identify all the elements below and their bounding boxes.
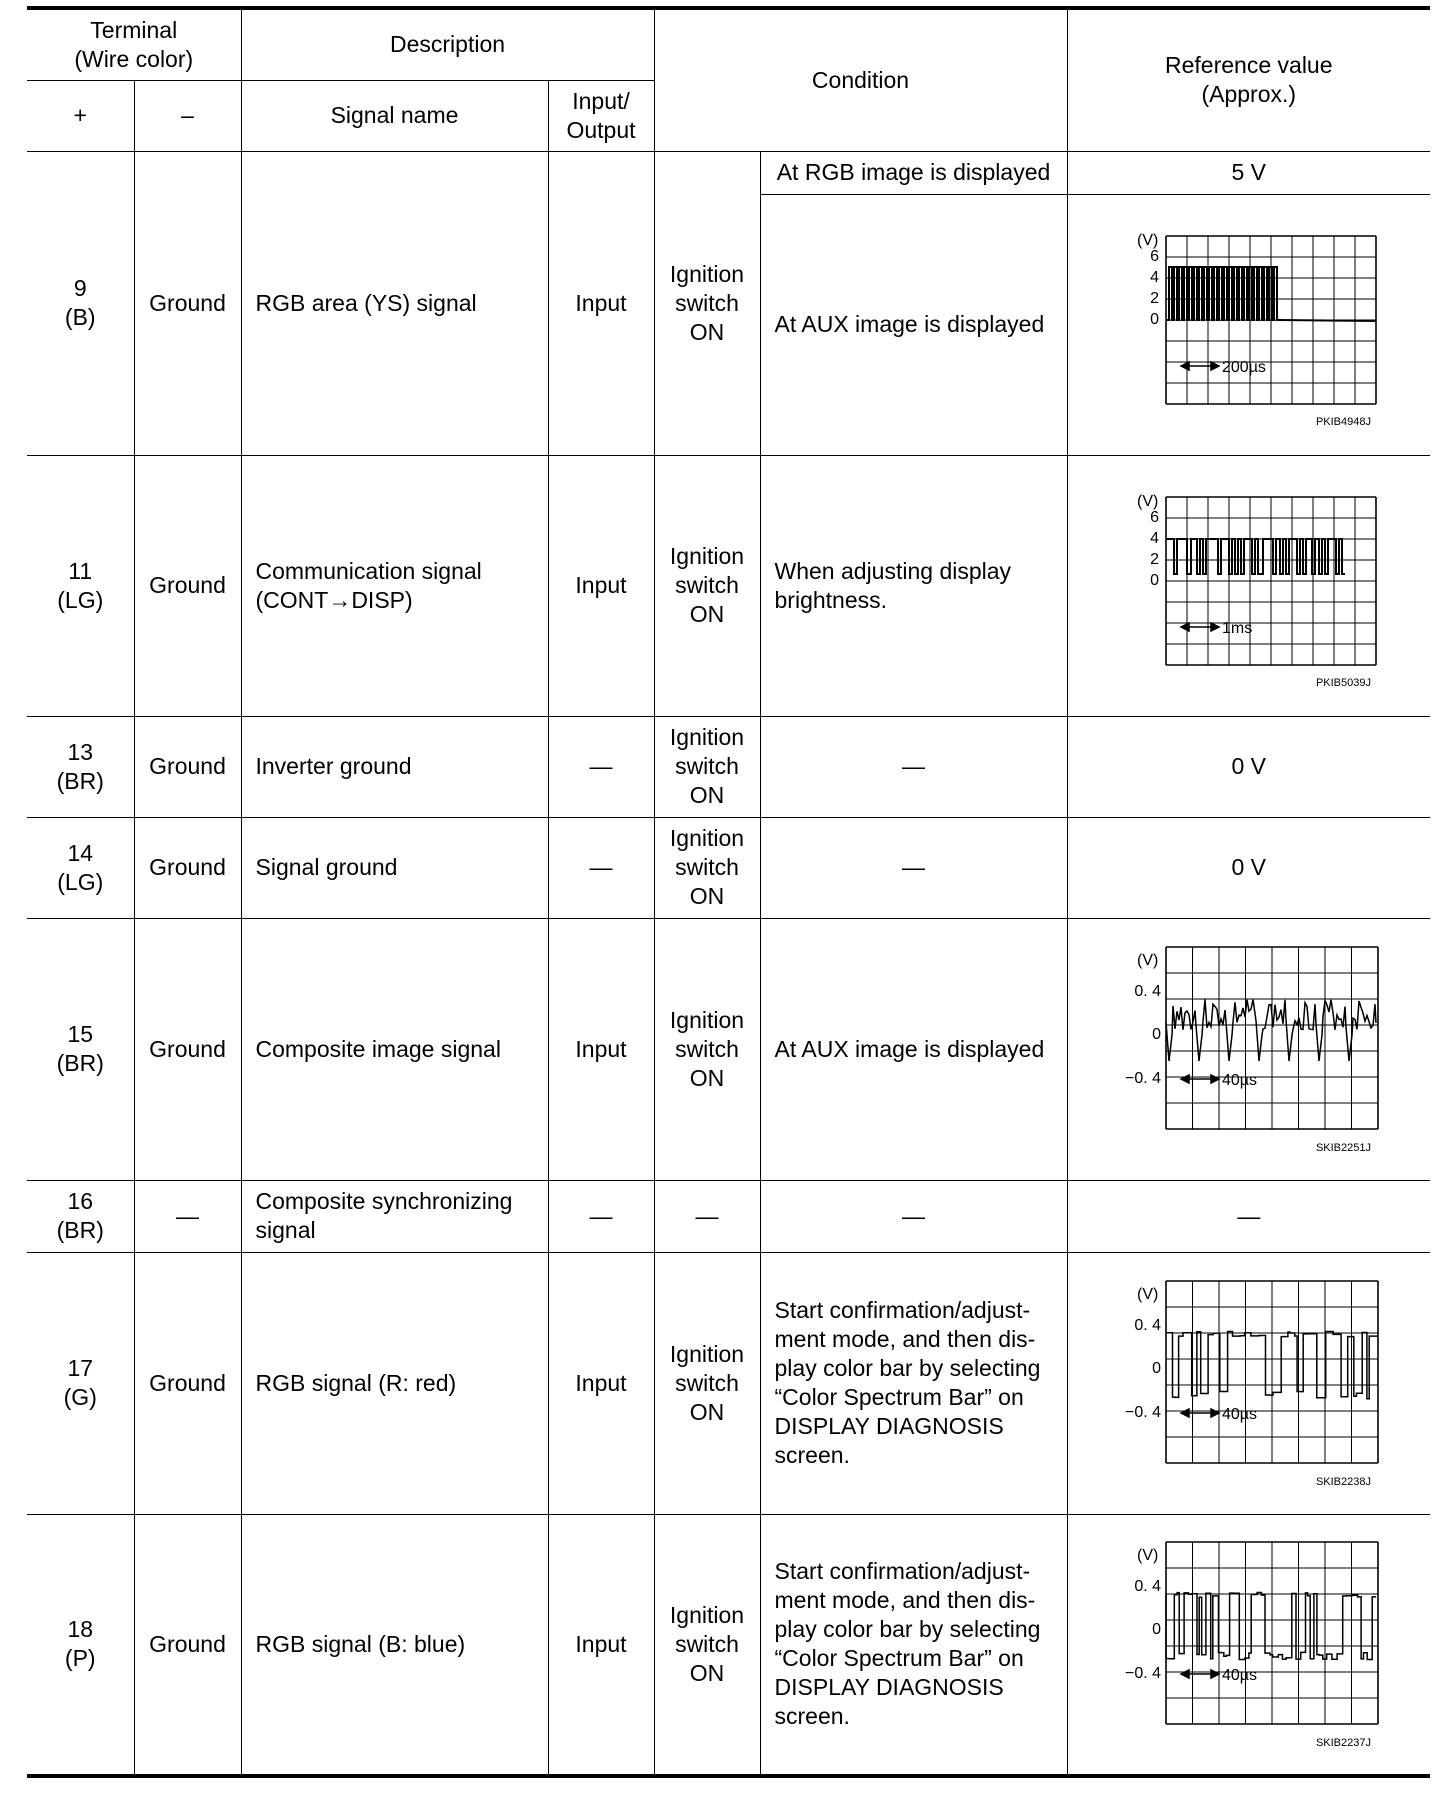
wave-tick: 0 [1151,1026,1161,1043]
table-row [27,716,1430,817]
ground-cell: Ground [134,1514,241,1776]
table-row [27,151,1430,194]
waveform-15 [1119,939,1379,1159]
waveform-9 [1119,215,1379,435]
wave-tick: 0 [1151,1360,1161,1377]
wave-tick: 0 [1149,310,1159,328]
terminal-cell: 17 (G) [27,1252,134,1514]
terminal-reference-table [27,6,1430,1778]
ground-cell: Ground [134,1252,241,1514]
ground-cell: Ground [134,716,241,817]
signal-name-cell: RGB area (YS) signal [241,151,548,455]
signal-name-cell: Composite image signal [241,918,548,1180]
reference-cell [1067,918,1430,1180]
terminal-cell: 15 (BR) [27,918,134,1180]
wave-tick: 2 [1149,550,1159,568]
table-row [27,455,1430,716]
wave-unit: (V) [1136,492,1159,510]
io-cell: — [548,716,654,817]
waveform-17 [1119,1273,1379,1493]
ground-cell: Ground [134,918,241,1180]
reference-cell [1067,194,1430,455]
condition-cell: At RGB image is displayed [760,151,1067,194]
table-row [27,918,1430,1180]
waveform-11 [1119,476,1379,696]
wave-tick: 6 [1149,247,1159,265]
switch-cell: — [654,1180,760,1252]
terminal-cell: 16 (BR) [27,1180,134,1252]
signal-name-cell: Inverter ground [241,716,548,817]
ground-cell: Ground [134,151,241,455]
wave-tick: 0 [1149,571,1159,589]
waveform-18 [1119,1534,1379,1754]
ground-cell: — [134,1180,241,1252]
wave-unit: (V) [1136,231,1159,249]
wave-timebase: 40µs [1221,1072,1257,1089]
switch-cell: Ignition switch ON [654,918,760,1180]
io-cell: — [548,1180,654,1252]
io-header: Input/ Output [548,80,654,151]
signal-name-cell: Signal ground [241,817,548,918]
wave-unit: (V) [1136,1547,1159,1565]
condition-cell: — [760,716,1067,817]
reference-cell [1067,1252,1430,1514]
io-cell: — [548,817,654,918]
wave-unit: (V) [1136,1286,1159,1303]
switch-cell: Ignition switch ON [654,817,760,918]
reference-cell: 5 V [1067,151,1430,194]
io-cell: Input [548,1252,654,1514]
wave-figure-code: PKIB4948J [1315,415,1371,428]
ground-cell: Ground [134,455,241,716]
ground-cell: Ground [134,817,241,918]
switch-cell: Ignition switch ON [654,716,760,817]
wave-tick: 0. 4 [1134,1578,1161,1596]
wave-tick: 0 [1151,1621,1161,1639]
signal-name-cell: RGB signal (B: blue) [241,1514,548,1776]
wave-tick: 0. 4 [1134,983,1161,1000]
io-cell: Input [548,151,654,455]
wave-tick: 2 [1149,289,1159,307]
condition-cell: Start confirmation/adjust- ment mode, and then dis- play color bar by selecting “Color Spectrum Bar” on DISPLAY DIAGNOSIS screen. [760,1252,1067,1514]
wave-tick: 0. 4 [1134,1317,1161,1334]
io-cell: Input [548,455,654,716]
wave-tick: 4 [1149,529,1159,547]
table-row [27,1514,1430,1776]
wave-tick: 6 [1149,508,1159,526]
wave-timebase: 1ms [1221,619,1252,637]
table-row [27,817,1430,918]
condition-cell: Start confirmation/adjust- ment mode, and then dis- play color bar by selecting “Color Spectrum Bar” on DISPLAY DIAGNOSIS screen. [760,1514,1067,1776]
wave-timebase: 40µs [1221,1667,1257,1685]
switch-cell: Ignition switch ON [654,1514,760,1776]
switch-cell: Ignition switch ON [654,151,760,455]
wave-timebase: 40µs [1221,1406,1257,1423]
condition-cell: At AUX image is displayed [760,918,1067,1180]
wave-timebase: 200µs [1221,358,1266,376]
io-cell: Input [548,918,654,1180]
wave-figure-code: SKIB2237J [1315,1737,1371,1750]
reference-cell: 0 V [1067,817,1430,918]
wave-unit: (V) [1136,952,1159,969]
wave-tick: 4 [1149,268,1159,286]
signal-name-cell: Communication signal (CONT→DISP) [241,455,548,716]
wave-tick: −0. 4 [1124,1404,1161,1421]
condition-header: Condition [654,8,1067,151]
table-row [27,1252,1430,1514]
terminal-cell: 9 (B) [27,151,134,455]
terminal-cell: 11 (LG) [27,455,134,716]
condition-cell: — [760,1180,1067,1252]
signal-name-cell: RGB signal (R: red) [241,1252,548,1514]
description-header: Description [241,8,654,80]
table-row [27,1180,1430,1252]
signal-name-header: Signal name [241,80,548,151]
wave-tick: −0. 4 [1124,1070,1161,1087]
signal-name-cell: Composite synchronizing signal [241,1180,548,1252]
io-cell: Input [548,1514,654,1776]
switch-cell: Ignition switch ON [654,455,760,716]
reference-cell: 0 V [1067,716,1430,817]
reference-cell [1067,1514,1430,1776]
minus-header: – [134,80,241,151]
wave-tick: −0. 4 [1124,1665,1161,1683]
condition-cell: — [760,817,1067,918]
reference-header: Reference value (Approx.) [1067,8,1430,151]
condition-cell: At AUX image is displayed [760,194,1067,455]
wave-figure-code: SKIB2251J [1315,1142,1371,1154]
reference-cell [1067,455,1430,716]
switch-cell: Ignition switch ON [654,1252,760,1514]
plus-header: + [27,80,134,151]
terminal-cell: 18 (P) [27,1514,134,1776]
terminal-header: Terminal (Wire color) [27,8,241,80]
wave-figure-code: PKIB5039J [1315,676,1371,689]
wave-figure-code: SKIB2238J [1315,1476,1371,1488]
reference-cell: — [1067,1180,1430,1252]
condition-cell: When adjusting display brightness. [760,455,1067,716]
terminal-cell: 14 (LG) [27,817,134,918]
terminal-cell: 13 (BR) [27,716,134,817]
